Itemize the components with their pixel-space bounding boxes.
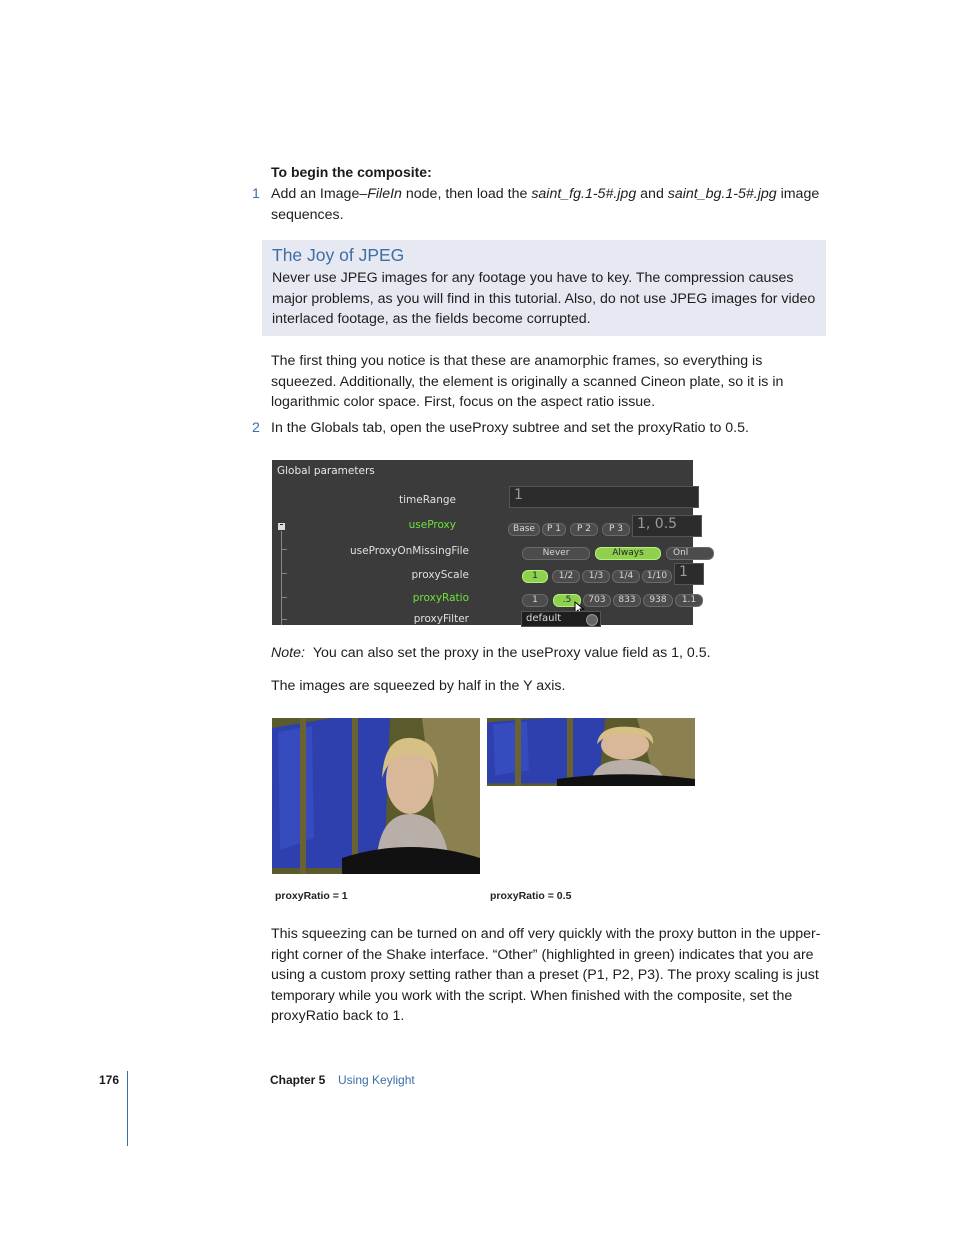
step-1-filename: saint_bg.1-5#.jpg [667,186,777,202]
proxyscale-value-field[interactable]: 1 [674,563,704,585]
page-number: 176 [99,1073,120,1087]
label-timerange: timeRange [398,494,456,506]
caption-left: proxyRatio = 1 [275,890,348,902]
car-interior-image [272,718,480,874]
ratio-833-button[interactable]: 833 [613,594,641,607]
step-1-filename: saint_fg.1-5#.jpg [531,186,637,202]
scale-half-button[interactable]: 1/2 [552,570,580,583]
label-useproxyonmissingfile: useProxyOnMissingFile [350,545,469,557]
paragraph-anamorphic: The first thing you notice is that these are anamorphic frames, so everything is squeezed. Additionally, the element is originally a scanned Cineon plate, so it is in logarithmic color space. First, focus on the aspect ratio issue. [271,353,784,410]
footer-chapter-title: Using Keylight [338,1073,415,1087]
note-label: Note: [271,645,305,661]
label-useproxy: useProxy [408,519,456,531]
missing-only-button[interactable]: Onl [666,547,714,560]
ratio-703-button[interactable]: 703 [583,594,611,607]
scale-third-button[interactable]: 1/3 [582,570,610,583]
dropdown-arrow-icon[interactable] [586,614,598,626]
photo-proxyratio-0-5 [487,718,695,786]
useproxy-value-field[interactable]: 1, 0.5 [632,515,702,537]
missing-never-button[interactable]: Never [522,547,590,560]
step-1-number: 1 [252,186,260,202]
ratio-1-button[interactable]: 1 [522,594,548,607]
scale-quarter-button[interactable]: 1/4 [612,570,640,583]
step-1-text [271,184,821,225]
proxy-base-button[interactable]: Base [508,523,540,536]
note-text: You can also set the proxy in the useProxy value field as 1, 0.5. [312,645,711,661]
car-interior-image-squeezed [487,718,695,786]
procedure-heading: To begin the composite: [271,164,432,180]
step-1-fragment: image sequences. [271,186,820,223]
step-1-filename: FileIn [367,186,402,202]
timerange-field[interactable]: 1 [509,486,699,508]
footer-rule [127,1071,128,1146]
ratio-938-button[interactable]: 938 [643,594,673,607]
note [271,643,821,664]
sidebar-title: The Joy of JPEG [272,245,405,265]
missing-always-button[interactable]: Always [595,547,661,560]
step-1-fragment: and [636,186,668,202]
label-proxyratio: proxyRatio [412,592,469,604]
ratio-half-button[interactable]: .5 [553,594,581,607]
scale-1-button[interactable]: 1 [522,570,548,583]
proxyfilter-value: default [526,613,562,624]
label-proxyfilter: proxyFilter [413,613,469,625]
paragraph-proxy-button: This squeezing can be turned on and off very quickly with the proxy button in the upper-right corner of the Shake interface. “Other” (highlighted in green) indicates that you are using a custom proxy setting rather than a preset (P1, P2, P3). The proxy scaling is just temporary while you work with the script. When finished with the composite, set the proxyRatio back to 1. [271,926,821,1024]
label-proxyscale: proxyScale [411,569,469,581]
step-1-fragment: Add an Image– [271,186,368,202]
photo-proxyratio-1 [272,718,480,874]
scale-tenth-button[interactable]: 1/10 [642,570,672,583]
proxy-p1-button[interactable]: P 1 [542,523,566,536]
shake-globals-screenshot [272,460,697,625]
footer-chapter: Chapter 5 [270,1073,326,1087]
paragraph-squeezed: The images are squeezed by half in the Y axis. [271,678,566,694]
caption-right: proxyRatio = 0.5 [490,890,572,902]
step-2-text: In the Globals tab, open the useProxy subtree and set the proxyRatio to 0.5. [271,420,749,436]
globals-header: Global parameters [277,465,375,477]
sidebar-box [262,240,826,336]
step-1-fragment: node, then load the [401,186,532,202]
ratio-1-1-button[interactable]: 1.1 [675,594,703,607]
proxy-p2-button[interactable]: P 2 [570,523,598,536]
sidebar-body: Never use JPEG images for any footage you have to key. The compression causes major problems, as you will find in this tutorial. Also, do not use JPEG images for video interlaced footage, as the fields become corrupted. [272,270,816,327]
proxy-p3-button[interactable]: P 3 [602,523,630,536]
step-2-number: 2 [252,420,260,436]
